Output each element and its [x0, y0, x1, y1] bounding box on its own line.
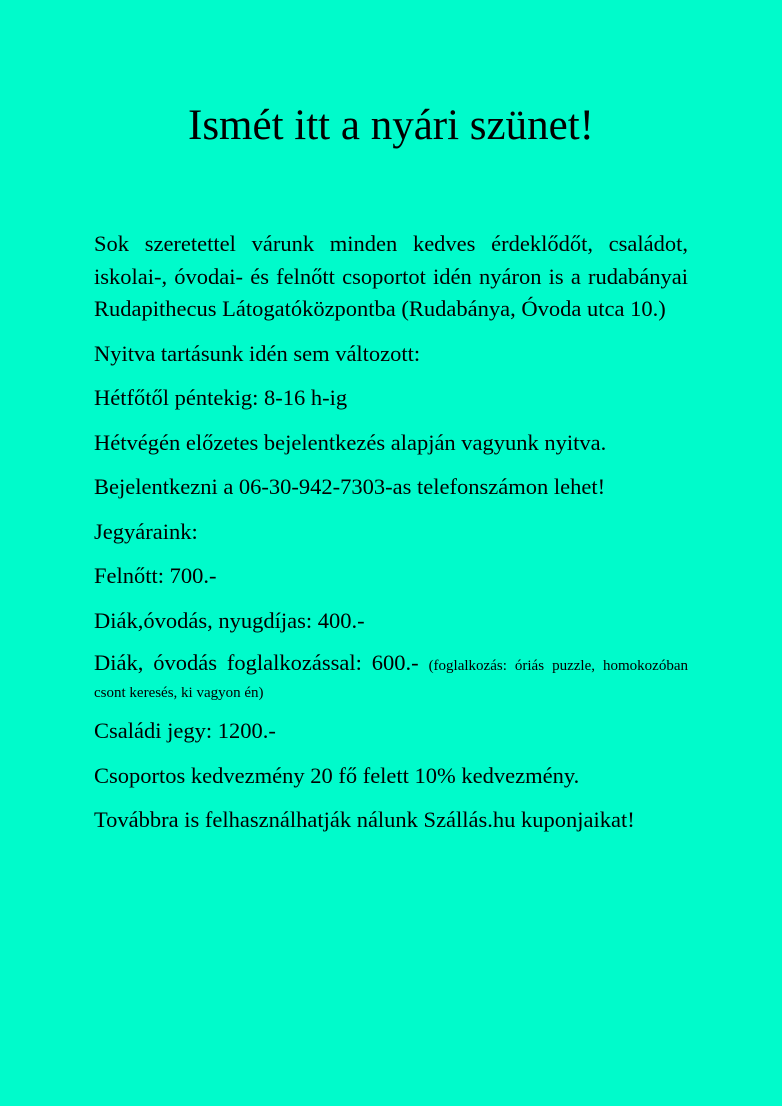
weekday-hours: Hétfőtől péntekig: 8-16 h-ig [94, 385, 348, 410]
prices-heading: Jegyáraink: [94, 518, 198, 544]
price-family: Családi jegy: 1200.- [94, 718, 276, 743]
group-discount: Csoportos kedvezmény 20 fő felett 10% kedvezmény. [94, 762, 580, 788]
price-activity: Diák, óvodás foglalkozással: 600.- [94, 650, 419, 675]
price-activity-note: (foglalkozás: óriás puzzle, homokozóban csont keresés, ki vagyon én) [94, 658, 688, 701]
intro-paragraph: Sok szeretettel várunk minden kedves érdeklődőt, családot, iskolai-, óvodai- és felnőtt csoportot idén nyáron is a rudabányai Rudapithecus Látogatóközpontba (Rudabánya, Óvoda utca 10.) [94, 231, 688, 321]
price-activity-paragraph [94, 649, 688, 703]
weekend-hours: Hétvégén előzetes bejelentkezés alapján vagyunk nyitva. [94, 429, 607, 455]
price-student: Diák,óvodás, nyugdíjas: 400.- [94, 607, 365, 633]
price-adult: Felnőtt: 700.- [94, 563, 217, 588]
page-title: Ismét itt a nyári szünet! [188, 102, 594, 149]
coupon-notice: Továbbra is felhasználhatják nálunk Szállás.hu kuponjaikat! [94, 807, 635, 832]
document-body [94, 228, 688, 837]
phone-notice: Bejelentkezni a 06-30-942-7303-as telefonszámon lehet! [94, 474, 606, 499]
opening-hours-heading: Nyitva tartásunk idén sem változott: [94, 340, 421, 366]
